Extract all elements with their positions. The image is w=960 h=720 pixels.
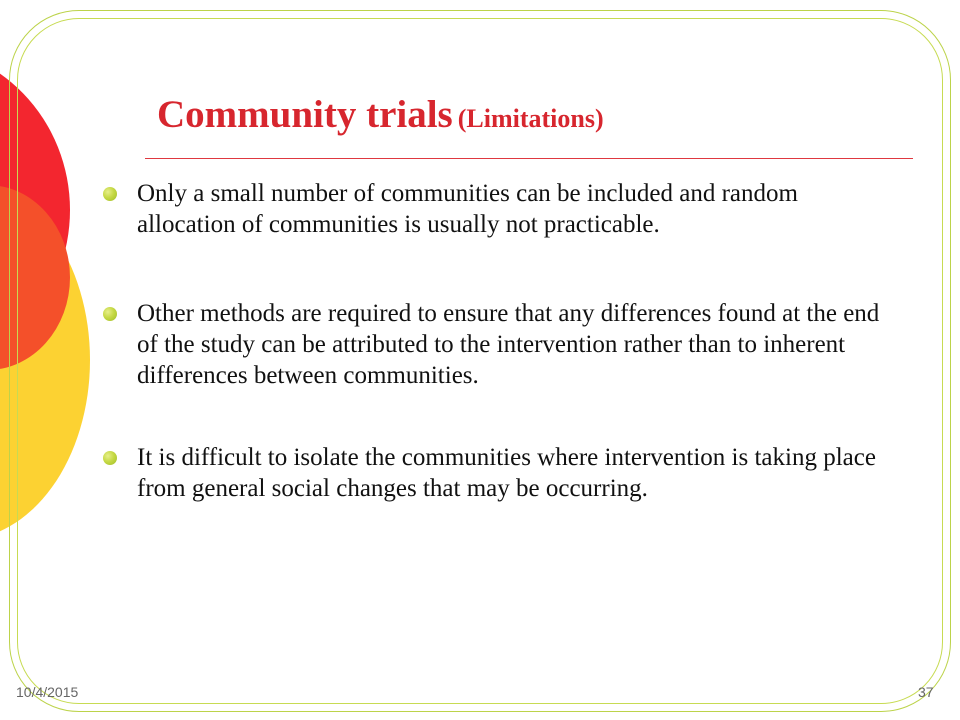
slide-number: 37	[918, 684, 934, 700]
bullet-item	[103, 442, 883, 504]
bullet-dot-icon	[103, 187, 117, 201]
bullet-item	[103, 178, 883, 240]
bullet-text: Other methods are required to ensure that any differences found at the end of the study can be attributed to the intervention rather than to inherent differences between communities.	[137, 300, 880, 389]
title-main: Community trials	[157, 93, 453, 136]
title-qualifier: (Limitations)	[457, 104, 604, 133]
footer-date: 10/4/2015	[16, 684, 79, 700]
bullet-dot-icon	[103, 451, 117, 465]
bullet-text: It is difficult to isolate the communities where intervention is taking place from general social changes that may be occurring.	[137, 444, 876, 502]
bullet-list	[103, 178, 883, 504]
bullet-item	[103, 298, 883, 391]
title-underline	[145, 158, 913, 159]
bullet-text: Only a small number of communities can be included and random allocation of communities is usually not practicable.	[137, 180, 798, 238]
slide-title	[157, 92, 604, 142]
bullet-dot-icon	[103, 307, 117, 321]
